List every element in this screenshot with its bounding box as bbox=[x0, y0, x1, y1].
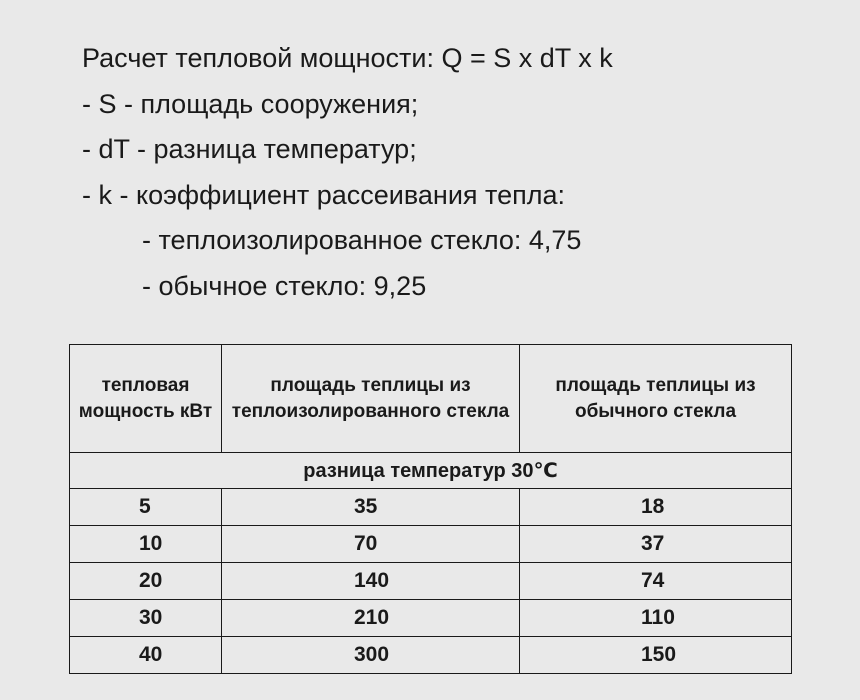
header-heat-power: тепловая мощность кВт bbox=[70, 345, 222, 453]
cell-ordinary-area: 110 bbox=[520, 600, 792, 637]
cell-insulated-area: 70 bbox=[222, 526, 520, 563]
cell-insulated-area: 140 bbox=[222, 563, 520, 600]
cell-ordinary-area: 18 bbox=[520, 489, 792, 526]
formula-title: Расчет тепловой мощности: Q = S x dT x k bbox=[82, 43, 613, 73]
table-row bbox=[70, 489, 792, 526]
cell-heat-power: 30 bbox=[70, 600, 222, 637]
cell-heat-power: 5 bbox=[70, 489, 222, 526]
cell-ordinary-area: 37 bbox=[520, 526, 792, 563]
table-header-row bbox=[70, 345, 792, 453]
formula-block bbox=[82, 36, 613, 309]
table-row bbox=[70, 563, 792, 600]
cell-ordinary-area: 74 bbox=[520, 563, 792, 600]
coefficient-insulated-glass: - теплоизолированное стекло: 4,75 bbox=[142, 225, 582, 255]
cell-heat-power: 40 bbox=[70, 637, 222, 674]
cell-insulated-area: 210 bbox=[222, 600, 520, 637]
header-insulated-glass-area: площадь теплицы из теплоизолированного стекла bbox=[222, 345, 520, 453]
temperature-difference-label: разница температур 30℃ bbox=[70, 453, 792, 489]
formula-line-s: - S - площадь сооружения; bbox=[82, 88, 419, 119]
cell-heat-power: 20 bbox=[70, 563, 222, 600]
coefficient-ordinary-glass: - обычное стекло: 9,25 bbox=[142, 270, 427, 301]
table-span-row bbox=[70, 453, 792, 489]
formula-line-dt: - dT - разница температур; bbox=[82, 134, 417, 164]
cell-heat-power: 10 bbox=[70, 526, 222, 563]
table-row bbox=[70, 600, 792, 637]
cell-insulated-area: 35 bbox=[222, 489, 520, 526]
heat-power-table bbox=[69, 344, 792, 674]
header-ordinary-glass-area: площадь теплицы из обычного стекла bbox=[520, 345, 792, 453]
cell-insulated-area: 300 bbox=[222, 637, 520, 674]
cell-ordinary-area: 150 bbox=[520, 637, 792, 674]
table-row bbox=[70, 526, 792, 563]
table-row bbox=[70, 637, 792, 674]
formula-line-k: - k - коэффициент рассеивания тепла: bbox=[82, 179, 566, 210]
